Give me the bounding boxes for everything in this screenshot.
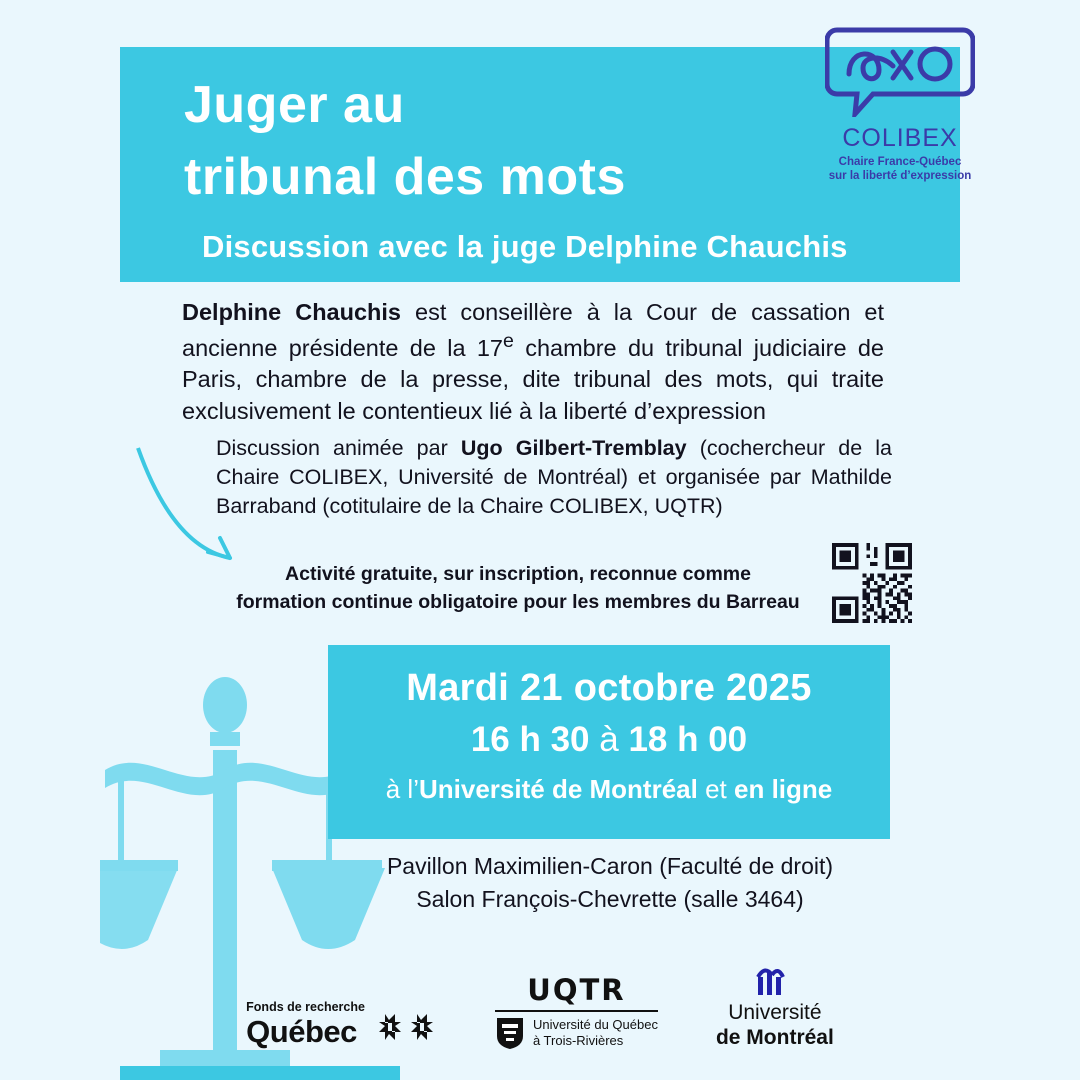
uqtr-sub-line-2: à Trois-Rivières <box>532 1033 624 1048</box>
event-place <box>328 760 890 805</box>
event-time <box>328 710 890 760</box>
udem-line-2: de Montréal <box>715 1025 834 1049</box>
venue-line-1: Pavillon Maximilien-Caron (Faculté de droit) <box>386 853 834 879</box>
colibex-tagline <box>805 155 995 184</box>
logo-uqtr <box>495 973 658 1050</box>
uqtr-wordmark: UQTR <box>527 973 626 1007</box>
speaker-bio-part-1: est conseillère à la Cour de cassation et ancienne présidente de la 17 <box>182 299 884 362</box>
logo-fonds-recherche-quebec <box>246 1000 437 1050</box>
speech-bubble-icon <box>825 22 975 117</box>
event-place-online: en ligne <box>734 774 833 804</box>
udem-line-1: Université <box>728 1000 822 1024</box>
speaker-bio-part-2: chambre du tribunal judiciaire de Paris, chambre de la presse, dite tribunal des mots, qui traite exclusivement le contentieux lié à la liberté d’expression <box>182 335 884 424</box>
speaker-name: Delphine Chauchis <box>182 299 402 325</box>
colibex-name: COLIBEX <box>842 124 958 152</box>
colibex-tagline-line-2: sur la liberté d’expression <box>828 170 972 183</box>
logo-universite-de-montreal <box>716 965 834 1050</box>
event-place-university: Université de Montréal <box>419 774 698 804</box>
quebec-fleurdelis-icon <box>375 1010 437 1050</box>
moderator-intro: Discussion animée par <box>216 436 461 460</box>
qr-code[interactable] <box>832 543 912 623</box>
venue-details <box>330 850 890 915</box>
poster-subtitle: Discussion avec la juge Delphine Chauchis <box>202 229 848 264</box>
curved-arrow-icon <box>130 440 250 580</box>
speaker-bio-superscript: e <box>502 330 514 353</box>
udem-mark-icon <box>754 965 796 995</box>
poster-title-line-2: tribunal des mots <box>184 148 626 206</box>
event-time-end: 18 h 00 <box>628 720 748 759</box>
bottom-accent-bar <box>120 1066 400 1080</box>
registration-note <box>198 560 838 617</box>
event-date: Mardi 21 octobre 2025 <box>406 667 812 709</box>
event-date-band <box>328 645 890 839</box>
colibex-logo <box>805 22 995 184</box>
footer-logos <box>0 965 1080 1050</box>
speaker-bio-paragraph <box>182 297 884 427</box>
event-place-prefix: à l’ <box>385 774 419 804</box>
poster-title-line-1: Juger au <box>184 76 405 134</box>
uqtr-crest-icon <box>495 1016 525 1050</box>
moderator-name: Ugo Gilbert-Tremblay <box>460 436 687 460</box>
colibex-tagline-line-1: Chaire France-Québec <box>838 156 962 168</box>
uqtr-divider <box>495 1010 658 1012</box>
frq-line-1: Fonds de recherche <box>246 999 365 1014</box>
moderator-paragraph <box>216 434 892 522</box>
frq-line-2: Québec <box>246 1014 357 1049</box>
registration-note-line-1: Activité gratuite, sur inscription, reconnue comme <box>285 563 751 585</box>
event-time-start: 16 h 30 <box>470 720 590 759</box>
moderator-affiliation: (cochercheur de la Chaire COLIBEX, Université de Montréal) et organisée par Mathilde Barraband (cotitulaire de la Chaire COLIBEX, UQTR) <box>216 436 893 519</box>
venue-line-2: Salon François-Chevrette (salle 3464) <box>416 885 804 912</box>
event-time-separator: à <box>589 720 629 759</box>
registration-note-line-2: formation continue obligatoire pour les membres du Barreau <box>236 591 800 614</box>
uqtr-sub-line-1: Université du Québec <box>532 1016 658 1032</box>
event-place-middle: et <box>697 774 734 804</box>
